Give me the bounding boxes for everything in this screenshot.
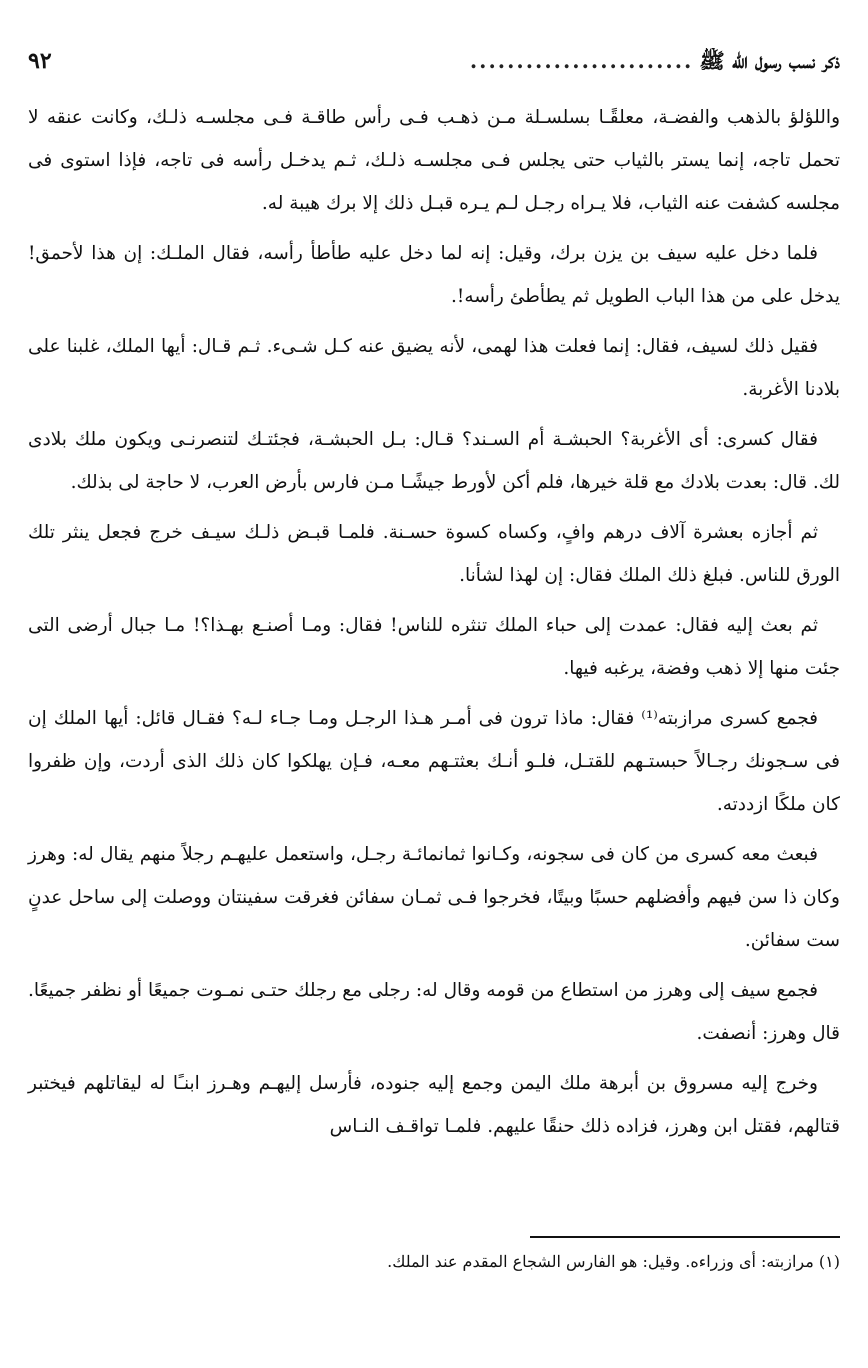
page-number: ٩٢ — [28, 48, 52, 74]
paragraph: فجمع سيف إلى وهرز من استطاع من قومه وقال له: رجلى مع رجلك حتـى نمـوت جميعًا أو نظفر جميعًا. قال وهرز: أنصفت. — [28, 980, 840, 1044]
paragraph: وخرج إليه مسروق بن أبرهة ملك اليمن وجمع إليه جنوده، فأرسل إليهـم وهـرز ابنـًا له ليقاتلهم فيختبر قتالهم، فقتل ابن وهرز، فزاده ذلك حنقًا عليهم. فلمـا تواقـف النـاس — [28, 1073, 840, 1137]
book-page — [28, 48, 840, 1348]
paragraph: فلما دخل عليه سيف بن يزن برك، وقيل: إنه لما دخل عليه طأطأ رأسه، فقال الملـك: إن هذا لأحمق! يدخل على من هذا الباب الطويل ثم يطأطئ رأسه!. — [28, 243, 840, 307]
running-header — [28, 48, 840, 96]
header-dot-leader: ........................ — [469, 48, 694, 73]
paragraph: فقال كسرى: أى الأغربة؟ الحبشـة أم السـند؟ قـال: بـل الحبشـة، فجئتـك لتنصرنـى ويكون ملك بلادى لك. قال: بعدت بلادك مع قلة خيرها، فلم أكن لأورط جيشًـا مـن فارس بأرض العرب، لا حاجة لى بذلك. — [28, 429, 840, 493]
paragraph: فقيل ذلك لسيف، فقال: إنما فعلت هذا لهمى، لأنه يضيق عنه كـل شـىء. ثـم قـال: أيها الملك، غلبنا على بلادنا الأغربة. — [28, 336, 840, 400]
header-title: ذكر نسب رسول الله ﷺ — [699, 48, 840, 73]
page-body — [28, 96, 840, 1148]
footnote-separator — [530, 1236, 840, 1238]
paragraph: فجمع كسرى مرازبته⁽¹⁾ فقال: ماذا ترون فى أمـر هـذا الرجـل ومـا جـاء لـه؟ فقـال قائل: أيها الملك إن فى سـجونك رجـالاً حبستـهم للقتـل، فلـو أنـك بعثتـهم معـه، فـإن يهلكوا كان ذلك الذى أردت، وإن ظفروا كان ملكًا ازددته. — [28, 708, 840, 815]
paragraph: ثم أجازه بعشرة آلاف درهم وافٍ، وكساه كسوة حسـنة. فلمـا قبـض ذلـك سيـف خرج فجعل ينثر تلك الورق للناس. فبلغ ذلك الملك فقال: إن لهذا لشأنا. — [28, 522, 840, 586]
footnote: (١) مرازبته: أى وزراءه. وقيل: هو الفارس الشجاع المقدم عند الملك. — [387, 1252, 840, 1271]
paragraph: واللؤلؤ بالذهب والفضـة، معلقًـا بسلسـلة مـن ذهـب فـى رأس طاقـة فـى مجلسـه ذلـك، وكانت عنقه لا تحمل تاجه، إنما يستر بالثياب حتى يجلس فـى مجلسـه ذلـك، ثـم يدخـل رأسه فى تاجه، فإذا استوى فى مجلسه كشفت عنه الثياب، فلا يـراه رجـل لـم يـره قبـل ذلك إلا برك هيبة له. — [28, 107, 840, 214]
paragraph: فبعث معه كسرى من كان فى سجونه، وكـانوا ثمانمائـة رجـل، واستعمل عليهـم رجلاً منهم يقال له: وهرز وكان ذا سن فيهم وأفضلهم حسبًا وبيتًا، فخرجوا فـى ثمـان سفائن فغرقت سفينتان ووصلت إلى ساحل عدنٍ ست سفائن. — [28, 844, 840, 951]
paragraph: ثم بعث إليه فقال: عمدت إلى حباء الملك تنثره للناس! فقال: ومـا أصنـع بهـذا؟! مـا جبال أرضى التى جئت منها إلا ذهب وفضة، يرغبه فيها. — [28, 615, 840, 679]
